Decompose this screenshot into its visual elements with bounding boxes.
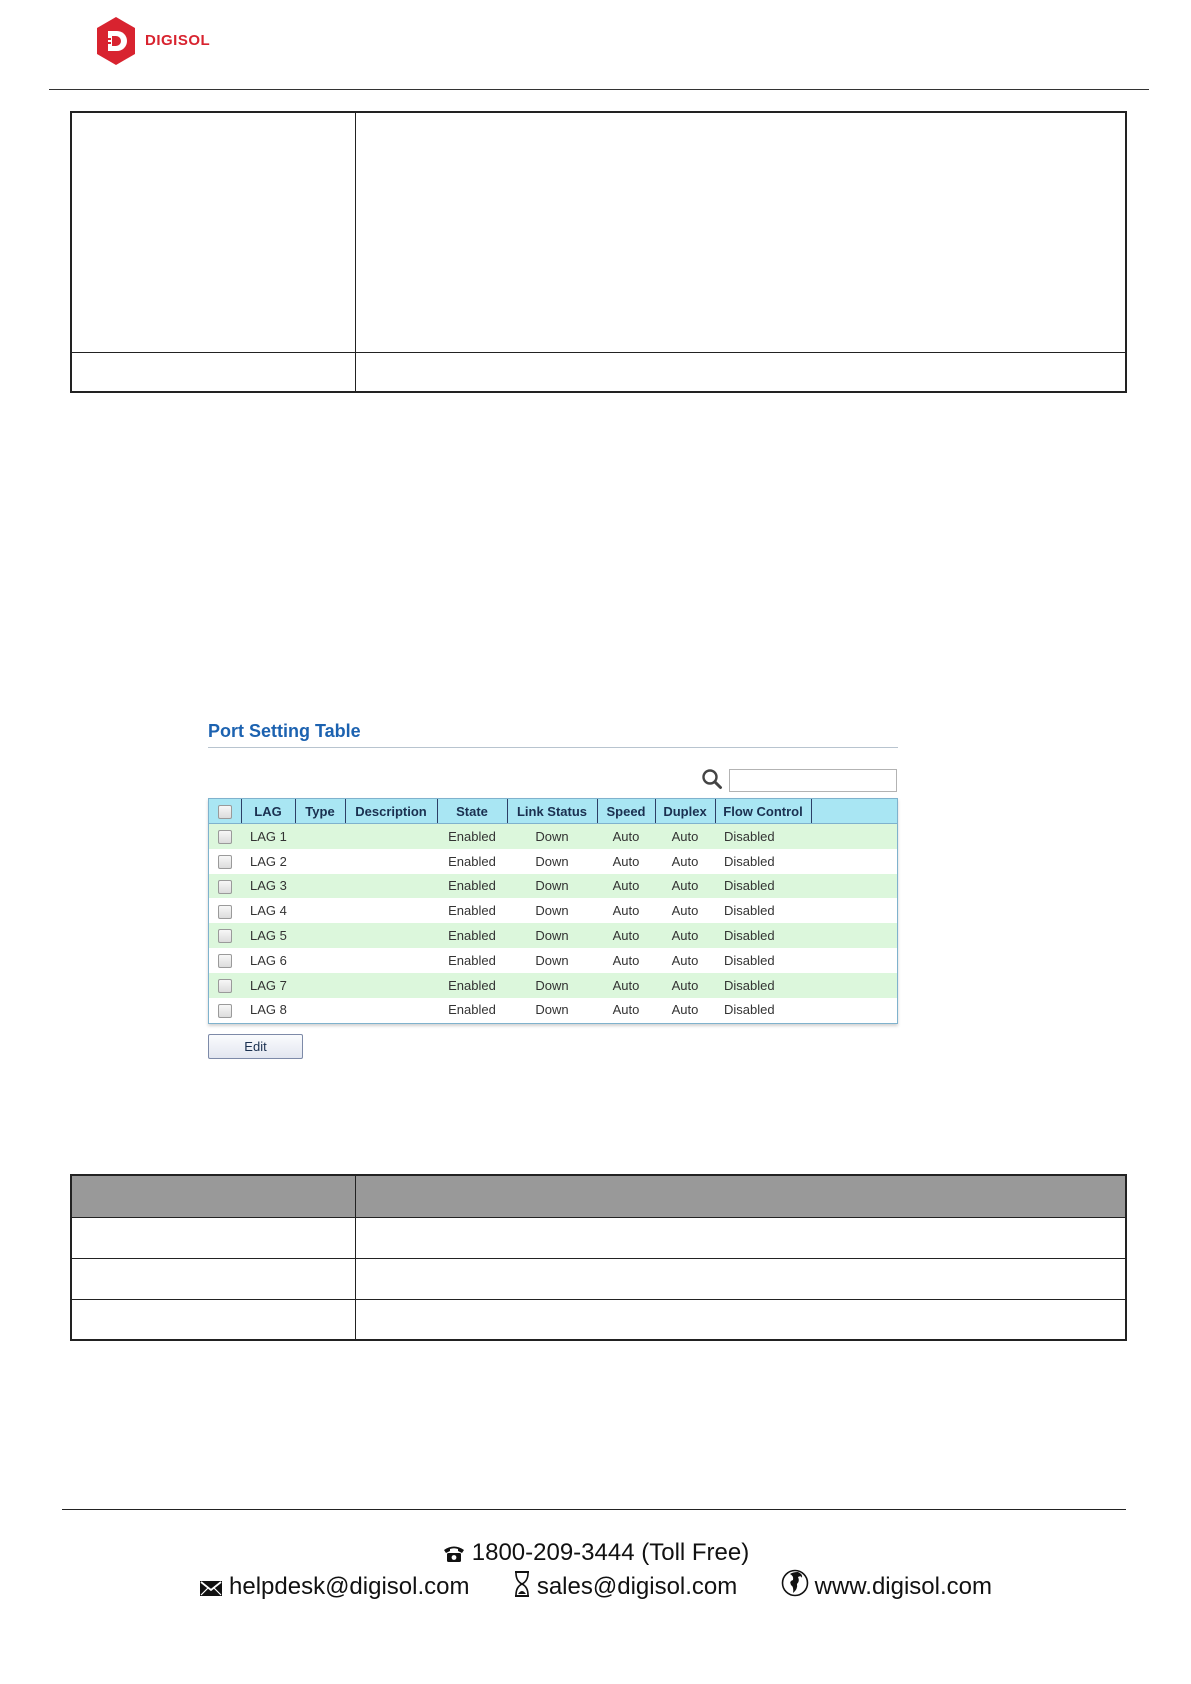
cell-filler xyxy=(811,973,897,998)
cell-speed: Auto xyxy=(597,849,655,874)
cell-lag: LAG 2 xyxy=(241,849,295,874)
cell-filler xyxy=(811,998,897,1023)
column-header-lag[interactable]: LAG xyxy=(241,799,295,824)
cell-type xyxy=(295,824,345,849)
row-checkbox[interactable] xyxy=(218,905,232,919)
sales-email[interactable]: sales@digisol.com xyxy=(536,1573,738,1600)
cell-filler xyxy=(811,923,897,948)
cell-type xyxy=(295,898,345,923)
cell-type xyxy=(295,849,345,874)
cell-filler xyxy=(811,824,897,849)
cell-speed: Auto xyxy=(597,948,655,973)
cell-description xyxy=(345,948,437,973)
table-row-divider xyxy=(72,1217,1125,1218)
title-underline xyxy=(208,747,898,748)
cell-duplex: Auto xyxy=(655,923,715,948)
cell-link-status: Down xyxy=(507,898,597,923)
cell-type xyxy=(295,874,345,899)
brand-name: DIGISOL xyxy=(145,32,211,49)
row-checkbox[interactable] xyxy=(218,830,232,844)
row-select-cell xyxy=(209,874,241,899)
cell-flow-control: Disabled xyxy=(715,874,811,899)
cell-flow-control: Disabled xyxy=(715,849,811,874)
cell-link-status: Down xyxy=(507,948,597,973)
cell-link-status: Down xyxy=(507,923,597,948)
cell-link-status: Down xyxy=(507,973,597,998)
cell-state: Enabled xyxy=(437,948,507,973)
column-header-speed[interactable]: Speed xyxy=(597,799,655,824)
row-select-cell xyxy=(209,898,241,923)
cell-filler xyxy=(811,849,897,874)
cell-state: Enabled xyxy=(437,898,507,923)
row-checkbox[interactable] xyxy=(218,1004,232,1018)
cell-speed: Auto xyxy=(597,973,655,998)
row-select-cell xyxy=(209,998,241,1023)
footer-phone xyxy=(0,1539,1191,1567)
top-description-table xyxy=(70,111,1127,393)
search-input[interactable] xyxy=(729,769,897,792)
row-checkbox[interactable] xyxy=(218,855,232,869)
cell-description xyxy=(345,923,437,948)
column-header-duplex[interactable]: Duplex xyxy=(655,799,715,824)
cell-state: Enabled xyxy=(437,849,507,874)
cell-description xyxy=(345,824,437,849)
cell-state: Enabled xyxy=(437,874,507,899)
helpdesk-email[interactable]: helpdesk@digisol.com xyxy=(229,1573,470,1600)
table-row-divider xyxy=(72,1258,1125,1259)
website-link[interactable]: www.digisol.com xyxy=(814,1573,992,1600)
cell-description xyxy=(345,874,437,899)
cell-description xyxy=(345,998,437,1023)
cell-state: Enabled xyxy=(437,973,507,998)
cell-flow-control: Disabled xyxy=(715,923,811,948)
cell-link-status: Down xyxy=(507,998,597,1023)
cell-lag: LAG 4 xyxy=(241,898,295,923)
cell-flow-control: Disabled xyxy=(715,898,811,923)
row-checkbox[interactable] xyxy=(218,929,232,943)
cell-flow-control: Disabled xyxy=(715,948,811,973)
table-row[interactable] xyxy=(209,948,897,973)
cell-duplex: Auto xyxy=(655,874,715,899)
column-header-type[interactable]: Type xyxy=(295,799,345,824)
table-row[interactable] xyxy=(209,973,897,998)
row-select-cell xyxy=(209,849,241,874)
brand-logo xyxy=(95,16,225,66)
cell-type xyxy=(295,923,345,948)
row-select-cell xyxy=(209,948,241,973)
cell-duplex: Auto xyxy=(655,824,715,849)
mail-icon xyxy=(199,1579,223,1597)
table-column-divider xyxy=(355,113,356,391)
cell-filler xyxy=(811,948,897,973)
cell-lag: LAG 8 xyxy=(241,998,295,1023)
table-row[interactable] xyxy=(209,998,897,1023)
cell-link-status: Down xyxy=(507,824,597,849)
cell-lag: LAG 6 xyxy=(241,948,295,973)
cell-duplex: Auto xyxy=(655,849,715,874)
table-row-divider xyxy=(72,352,1125,353)
footer-contacts xyxy=(0,1569,1191,1601)
cell-link-status: Down xyxy=(507,849,597,874)
table-row[interactable] xyxy=(209,849,897,874)
header-divider xyxy=(49,89,1149,90)
table-row[interactable] xyxy=(209,923,897,948)
cell-lag: LAG 3 xyxy=(241,874,295,899)
table-row-divider xyxy=(72,1299,1125,1300)
cell-speed: Auto xyxy=(597,998,655,1023)
cell-description xyxy=(345,849,437,874)
cell-duplex: Auto xyxy=(655,948,715,973)
footer-divider xyxy=(62,1509,1126,1510)
column-header-flow-control[interactable]: Flow Control xyxy=(715,799,811,824)
table-row[interactable] xyxy=(209,824,897,849)
cell-speed: Auto xyxy=(597,898,655,923)
cell-state: Enabled xyxy=(437,998,507,1023)
cell-lag: LAG 1 xyxy=(241,824,295,849)
cell-flow-control: Disabled xyxy=(715,824,811,849)
bottom-description-table xyxy=(70,1174,1127,1341)
port-setting-table-title: Port Setting Table xyxy=(208,721,361,741)
cell-link-status: Down xyxy=(507,874,597,899)
cell-description xyxy=(345,898,437,923)
phone-number: 1800-209-3444 (Toll Free) xyxy=(471,1539,750,1566)
column-header-description[interactable]: Description xyxy=(345,799,437,824)
search-icon[interactable] xyxy=(701,768,723,790)
column-header-link-status[interactable]: Link Status xyxy=(507,799,597,824)
column-header-filler xyxy=(811,799,897,824)
table-row[interactable] xyxy=(209,874,897,899)
cell-state: Enabled xyxy=(437,824,507,849)
table-row[interactable] xyxy=(209,898,897,923)
phone-icon xyxy=(442,1543,466,1563)
edit-button[interactable]: Edit xyxy=(208,1034,303,1059)
cell-lag: LAG 7 xyxy=(241,973,295,998)
cell-speed: Auto xyxy=(597,923,655,948)
cell-type xyxy=(295,998,345,1023)
globe-icon xyxy=(781,1569,809,1597)
cell-filler xyxy=(811,898,897,923)
cell-duplex: Auto xyxy=(655,998,715,1023)
cell-lag: LAG 5 xyxy=(241,923,295,948)
cell-duplex: Auto xyxy=(655,898,715,923)
row-checkbox[interactable] xyxy=(218,880,232,894)
cell-flow-control: Disabled xyxy=(715,998,811,1023)
row-select-cell xyxy=(209,923,241,948)
cell-state: Enabled xyxy=(437,923,507,948)
cell-duplex: Auto xyxy=(655,973,715,998)
row-select-cell xyxy=(209,973,241,998)
cell-speed: Auto xyxy=(597,824,655,849)
cell-type xyxy=(295,948,345,973)
select-all-checkbox[interactable] xyxy=(218,805,232,819)
cell-type xyxy=(295,973,345,998)
select-all-cell xyxy=(209,799,241,824)
row-checkbox[interactable] xyxy=(218,979,232,993)
cell-description xyxy=(345,973,437,998)
cell-flow-control: Disabled xyxy=(715,973,811,998)
row-select-cell xyxy=(209,824,241,849)
row-checkbox[interactable] xyxy=(218,954,232,968)
digisol-logo-icon xyxy=(95,16,137,66)
hourglass-icon xyxy=(513,1571,531,1597)
port-setting-table xyxy=(208,798,898,1024)
cell-filler xyxy=(811,874,897,899)
table-header-row xyxy=(209,799,897,824)
column-header-state[interactable]: State xyxy=(437,799,507,824)
table-header-row xyxy=(72,1176,1125,1217)
cell-speed: Auto xyxy=(597,874,655,899)
